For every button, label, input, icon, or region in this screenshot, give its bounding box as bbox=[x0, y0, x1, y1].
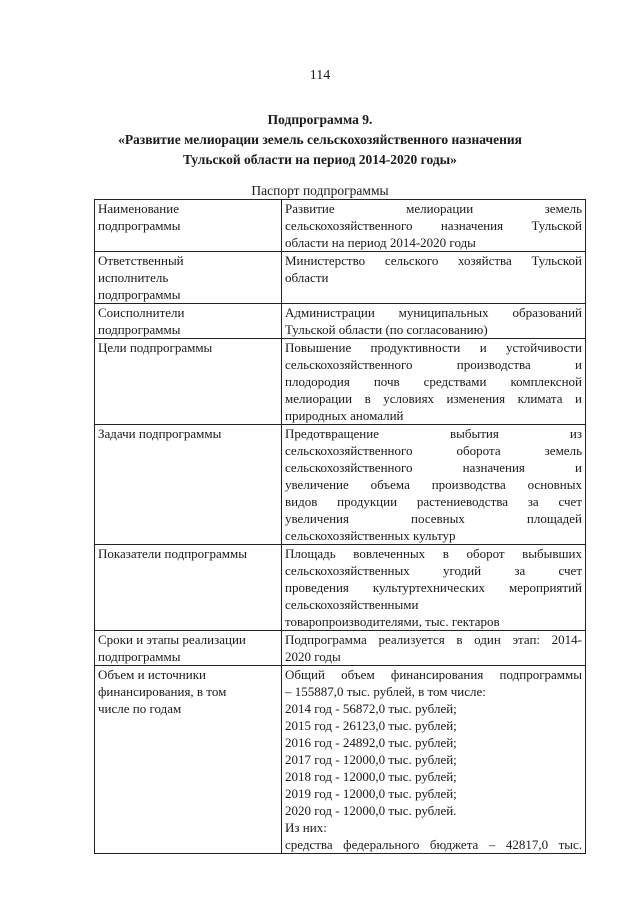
row-label: Цели подпрограммы bbox=[95, 339, 282, 425]
table-row bbox=[95, 631, 586, 666]
row-value: Развитие мелиорации земель сельскохозяйственного назначения Тульской области на период 2014-2020 годы bbox=[282, 200, 586, 252]
page-number: 114 bbox=[309, 68, 331, 83]
table-row bbox=[95, 304, 586, 339]
row-label: Задачи подпрограммы bbox=[95, 425, 282, 545]
table-row bbox=[95, 666, 586, 854]
row-value: Подпрограмма реализуется в один этап: 2014- 2020 годы bbox=[282, 631, 586, 666]
table-row bbox=[95, 252, 586, 304]
passport-table bbox=[94, 199, 586, 854]
row-value: Общий объем финансирования подпрограммы – 155887,0 тыс. рублей, в том числе: 2014 год - 56872,0 тыс. рублей; 2015 год - 26123,0 тыс. рублей; 2016 год - 24892,0 тыс. рублей; 2017 год - 12000,0 тыс. рублей; 2018 год - 12000,0 тыс. рублей; 2019 год - 12000,0 тыс. рублей; 2020 год - 12000,0 тыс. рублей. Из них: средства федерального бюджета – 42817,0 тыс. bbox=[282, 666, 586, 854]
table-row bbox=[95, 200, 586, 252]
subprogram-title-line-1: «Развитие мелиорации земель сельскохозяйственного назначения bbox=[118, 132, 522, 147]
row-label: Сроки и этапы реализации подпрограммы bbox=[95, 631, 282, 666]
table-row bbox=[95, 339, 586, 425]
row-value: Администрации муниципальных образований Тульской области (по согласованию) bbox=[282, 304, 586, 339]
row-label: Показатели подпрограммы bbox=[95, 545, 282, 631]
passport-title: Паспорт подпрограммы bbox=[251, 183, 389, 198]
subprogram-title-line-2: Тульской области на период 2014-2020 годы» bbox=[183, 152, 457, 167]
table-row bbox=[95, 425, 586, 545]
subprogram-heading bbox=[60, 110, 580, 170]
row-label: Наименование подпрограммы bbox=[95, 200, 282, 252]
row-value: Повышение продуктивности и устойчивости сельскохозяйственного производства и плодородия почв средствами комплексной мелиорации в условиях изменения климата и природных аномалий bbox=[282, 339, 586, 425]
row-value: Министерство сельского хозяйства Тульской области bbox=[282, 252, 586, 304]
row-label: Соисполнители подпрограммы bbox=[95, 304, 282, 339]
row-label: Объем и источники финансирования, в том числе по годам bbox=[95, 666, 282, 854]
row-label: Ответственный исполнитель подпрограммы bbox=[95, 252, 282, 304]
subprogram-number: Подпрограмма 9. bbox=[267, 112, 373, 127]
row-value: Предотвращение выбытия из сельскохозяйственного оборота земель сельскохозяйственного назначения и увеличение объема производства основных видов продукции растениеводства за счет увеличения посевных площадей сельскохозяйственных культур bbox=[282, 425, 586, 545]
table-row bbox=[95, 545, 586, 631]
row-value: Площадь вовлеченных в оборот выбывших сельскохозяйственных угодий за счет проведения культуртехнических мероприятий сельскохозяйственными товаропроизводителями, тыс. гектаров bbox=[282, 545, 586, 631]
